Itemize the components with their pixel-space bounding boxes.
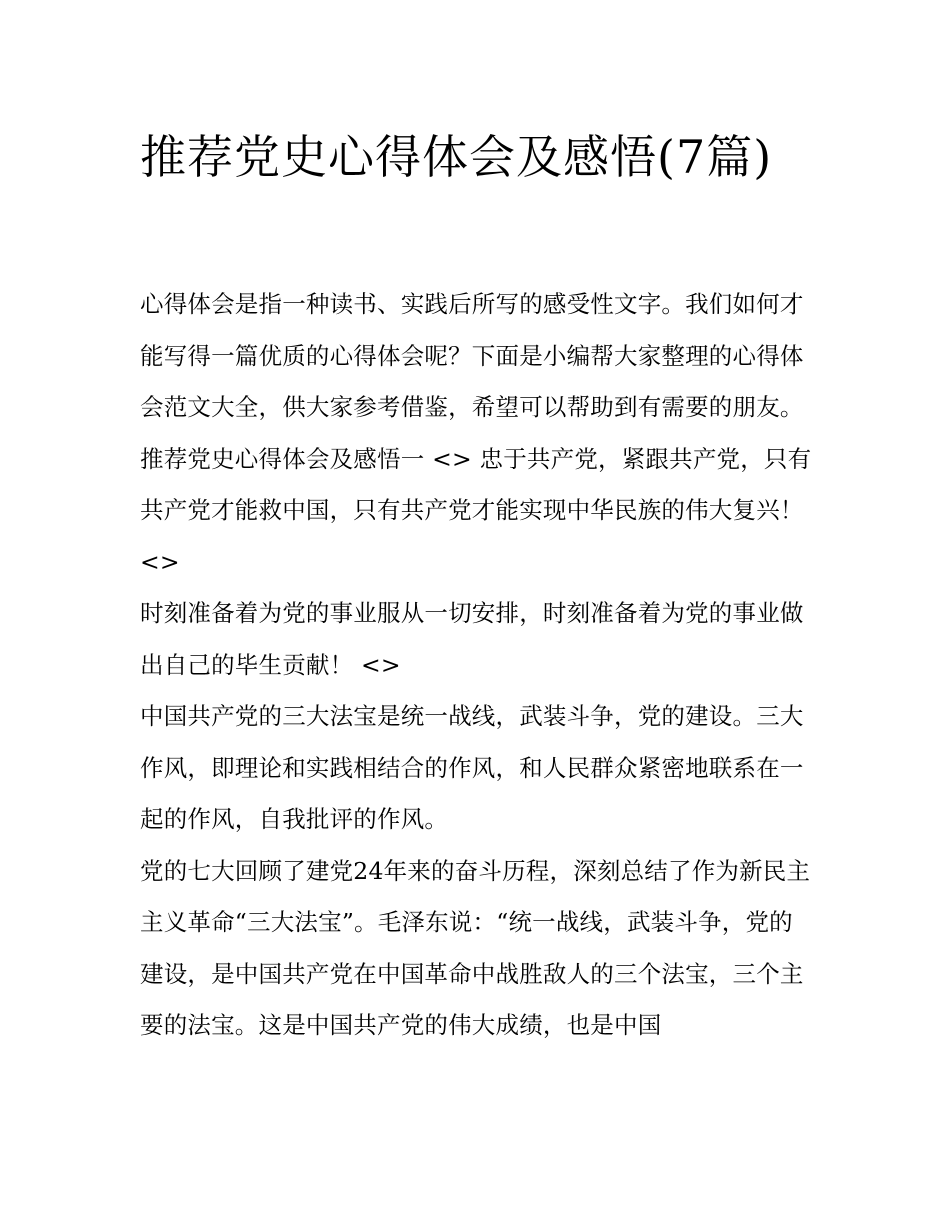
paragraph-three-treasures: 中国共产党的三大法宝是统一战线，武装斗争，党的建设。三大作风，即理论和实践相结合的作风，和人民群众紧密地联系在一起的作风，自我批评的作风。 — [140, 702, 804, 833]
paragraph-seventh-congress: 党的七大回顾了建党24年来的奋斗历程，深刻总结了作为新民主主义革命“三大法宝”。毛泽东说：“统一战线，武装斗争，党的建设，是中国共产党在中国革命中战胜敌人的三个法宝，三个主要的法宝。这是中国共产党的伟大成绩，也是中国 — [140, 856, 811, 1039]
paragraph-loyalty: 推荐党史心得体会及感悟一 <> 忠于共产党，紧跟共产党，只有共产党才能救中国，只有共产党才能实现中华民族的伟大复兴！ <> — [140, 444, 812, 576]
document-title: 推荐党史心得体会及感悟(7篇) — [140, 130, 773, 184]
paragraph-dedication: 时刻准备着为党的事业服从一切安排，时刻准备着为党的事业做出自己的毕生贡献！ <> — [140, 599, 804, 679]
paragraph-intro: 心得体会是指一种读书、实践后所写的感受性文字。我们如何才能写得一篇优质的心得体会呢？下面是小编帮大家整理的心得体会范文大全，供大家参考借鉴，希望可以帮助到有需要的朋友。 — [140, 290, 804, 421]
document-body — [140, 279, 814, 1052]
